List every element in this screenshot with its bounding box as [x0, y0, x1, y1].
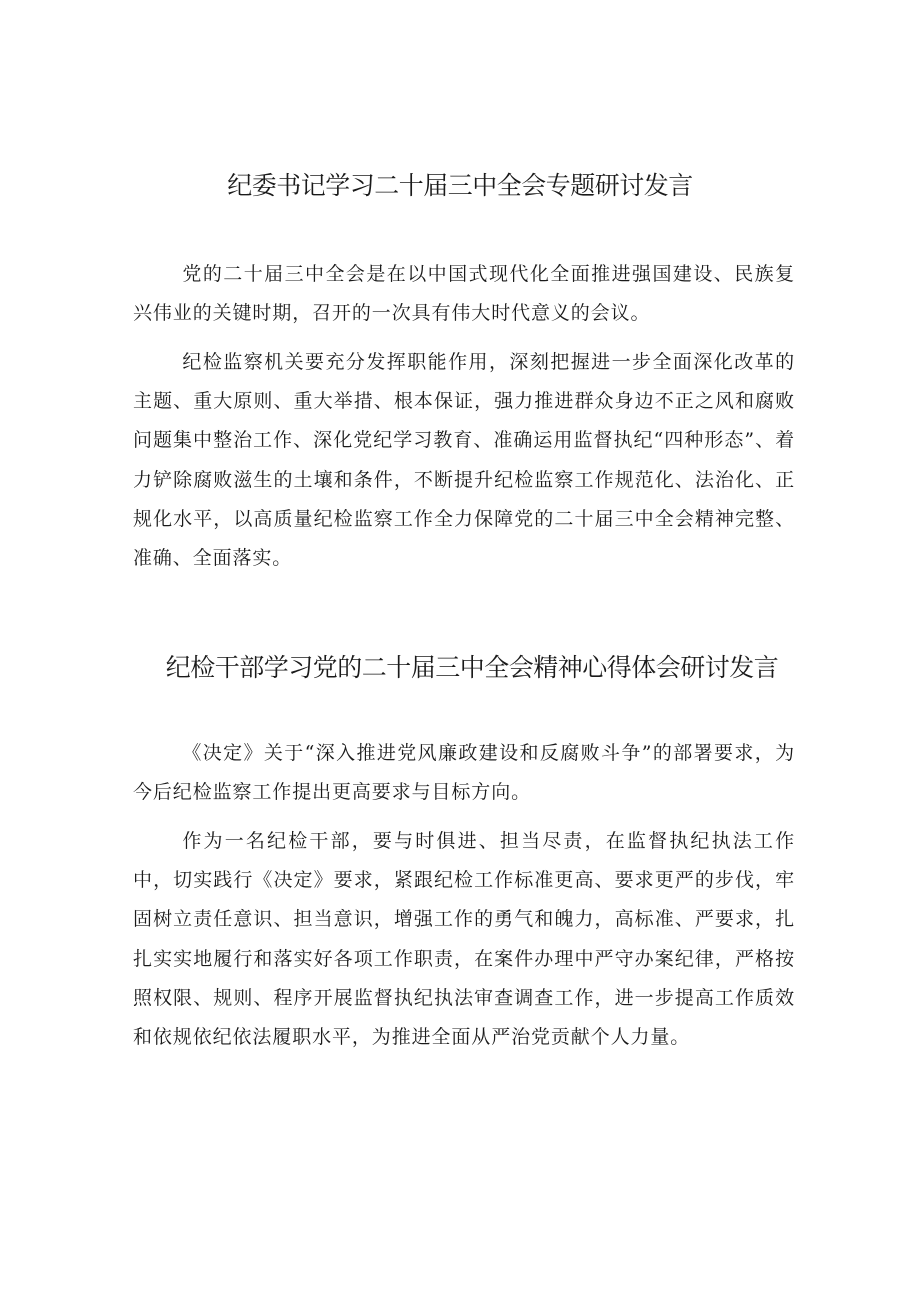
section-1-paragraph-2: 纪检监察机关要充分发挥职能作用，深刻把握进一步全面深化改革的主题、重大原则、重大举措、根本保证，强力推进群众身边不正之风和腐败问题集中整治工作、深化党纪学习教育、准确运用监督执纪“四种形态”、着力铲除腐败滋生的土壤和条件，不断提升纪检监察工作规范化、法治化、正规化水平，以高质量纪检监察工作全力保障党的二十届三中全会精神完整、准确、全面落实。 — [133, 351, 795, 570]
section-2-paragraph-1: 《决定》关于“深入推进党风廉政建设和反腐败斗争”的部署要求，为今后纪检监察工作提出更高要求与目标方向。 — [133, 742, 795, 804]
section-1-paragraph-1: 党的二十届三中全会是在以中国式现代化全面推进强国建设、民族复兴伟业的关键时期，召开的一次具有伟大时代意义的会议。 — [133, 263, 795, 325]
section-2-title: 纪检干部学习党的二十届三中全会精神心得体会研讨发言 — [165, 653, 779, 682]
section-1-title: 纪委书记学习二十届三中全会专题研讨发言 — [227, 171, 693, 200]
section-2-paragraph-2: 作为一名纪检干部，要与时俱进、担当尽责，在监督执纪执法工作中，切实践行《决定》要求，紧跟纪检工作标准更高、要求更严的步伐，牢固树立责任意识、担当意识，增强工作的勇气和魄力，高标准、严要求，扎扎实实地履行和落实好各项工作职责，在案件办理中严守办案纪律，严格按照权限、规则、程序开展监督执纪执法审查调查工作，进一步提高工作质效和依规依纪依法履职水平，为推进全面从严治党贡献个人力量。 — [133, 830, 795, 1049]
